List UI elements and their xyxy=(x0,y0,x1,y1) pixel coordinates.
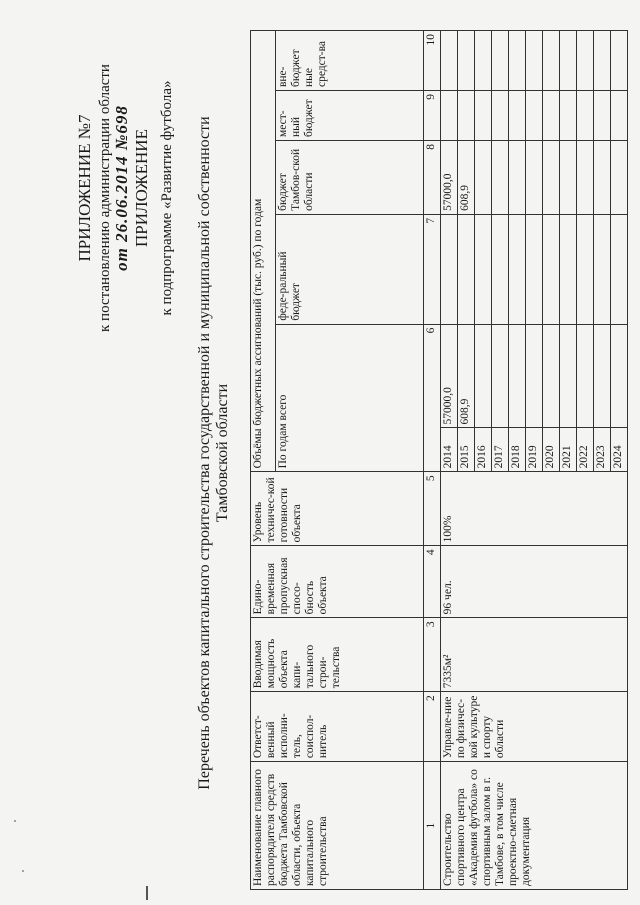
total-cell xyxy=(526,324,543,428)
ext-cell xyxy=(492,31,509,91)
total-cell xyxy=(560,324,577,428)
col-num: 9 xyxy=(424,91,441,141)
ext-cell xyxy=(509,31,526,91)
total-cell xyxy=(492,324,509,428)
reg-cell xyxy=(611,141,628,215)
ext-cell xyxy=(526,31,543,91)
year-cell: 2017 xyxy=(492,428,509,472)
loc-cell xyxy=(458,91,475,141)
reg-cell xyxy=(543,141,560,215)
object-name: Строительство спортивного центра «Академия футбола» со спортивным залом в г. Тамбове, в том числе проектно-сметная документация xyxy=(441,762,628,890)
ext-cell xyxy=(611,31,628,91)
reg-cell: 57000,0 xyxy=(441,141,458,215)
document-title: Перечень объектов капитального строительства государственной и муниципальной собственности Тамбовской области xyxy=(196,116,231,790)
col-num: 1 xyxy=(424,762,441,890)
loc-cell xyxy=(594,91,611,141)
total-cell xyxy=(577,324,594,428)
col-head-6: По годам всего xyxy=(276,324,424,472)
loc-cell xyxy=(441,91,458,141)
year-cell: 2016 xyxy=(475,428,492,472)
ext-cell xyxy=(458,31,475,91)
ext-cell xyxy=(560,31,577,91)
col-num: 3 xyxy=(424,618,441,692)
loc-cell xyxy=(509,91,526,141)
ext-cell xyxy=(475,31,492,91)
decree-reference: к постановлению администрации области xyxy=(97,64,113,332)
total-cell xyxy=(543,324,560,428)
ext-cell xyxy=(543,31,560,91)
header-row xyxy=(251,31,276,890)
fed-cell xyxy=(526,214,543,324)
reg-cell: 608,9 xyxy=(458,141,475,215)
reg-cell xyxy=(577,141,594,215)
col-num: 4 xyxy=(424,546,441,618)
fed-cell xyxy=(509,214,526,324)
throughput: 96 чел. xyxy=(441,546,628,618)
col-num: 8 xyxy=(424,141,441,215)
fed-cell xyxy=(458,214,475,324)
ext-cell xyxy=(577,31,594,91)
scan-speck xyxy=(22,870,24,872)
total-cell xyxy=(475,324,492,428)
ext-cell xyxy=(441,31,458,91)
fed-cell xyxy=(611,214,628,324)
fed-cell xyxy=(492,214,509,324)
reg-cell xyxy=(560,141,577,215)
year-cell: 2015 xyxy=(458,428,475,472)
col-num: 2 xyxy=(424,692,441,762)
executor: Управле-ние по физичес-кой культуре и спорту области xyxy=(441,692,628,762)
reg-cell xyxy=(492,141,509,215)
fed-cell xyxy=(475,214,492,324)
loc-cell xyxy=(560,91,577,141)
col-head-3: Вводимая мощность объекта капи-тального строи-тельства xyxy=(251,618,424,692)
col-head-volume: Объёмы бюджетных ассигнований (тыс. руб.) по годам xyxy=(251,31,276,472)
reg-cell xyxy=(526,141,543,215)
year-cell: 2020 xyxy=(543,428,560,472)
total-cell xyxy=(509,324,526,428)
col-head-4: Едино-временная пропускная спосо-бность объекта xyxy=(251,546,424,618)
column-numbers-row xyxy=(424,31,441,890)
reg-cell xyxy=(475,141,492,215)
col-head-7: феде-ральный бюджет xyxy=(276,214,424,324)
capacity: 7335м² xyxy=(441,618,628,692)
appendix-number: ПРИЛОЖЕНИЕ №7 xyxy=(75,114,94,262)
loc-cell xyxy=(475,91,492,141)
loc-cell xyxy=(492,91,509,141)
reg-cell xyxy=(594,141,611,215)
col-head-8: бюджет Тамбов-ской области xyxy=(276,141,424,215)
scan-speck xyxy=(14,820,16,822)
col-head-9: мест-ный бюджет xyxy=(276,91,424,141)
col-num: 10 xyxy=(424,31,441,91)
year-cell: 2024 xyxy=(611,428,628,472)
col-num: 5 xyxy=(424,472,441,546)
loc-cell xyxy=(543,91,560,141)
year-cell: 2019 xyxy=(526,428,543,472)
col-head-2: Ответст-венный исполни-тель, соиспол-нитель xyxy=(251,692,424,762)
construction-table xyxy=(250,30,628,890)
col-head-10: вне-бюджет ные средст-ва xyxy=(276,31,424,91)
loc-cell xyxy=(577,91,594,141)
loc-cell xyxy=(611,91,628,141)
total-cell xyxy=(611,324,628,428)
ext-cell xyxy=(594,31,611,91)
col-head-1: Наименование главного распорядителя средств бюджета Тамбовской области, объекта капитального строительства xyxy=(251,762,424,890)
scan-mark xyxy=(146,886,148,900)
fed-cell xyxy=(441,214,458,324)
fed-cell xyxy=(577,214,594,324)
total-cell: 57000,0 xyxy=(441,324,458,428)
fed-cell xyxy=(594,214,611,324)
handwritten-date: от 26.06.2014 №698 xyxy=(112,105,131,271)
col-num: 7 xyxy=(424,214,441,324)
total-cell xyxy=(594,324,611,428)
col-num: 6 xyxy=(424,324,441,472)
year-cell: 2018 xyxy=(509,428,526,472)
fed-cell xyxy=(543,214,560,324)
readiness: 100% xyxy=(441,472,628,546)
year-cell: 2022 xyxy=(577,428,594,472)
table-row xyxy=(441,31,458,890)
subprogram-reference: к подпрограмме «Развитие футбола» xyxy=(159,80,175,316)
year-cell: 2023 xyxy=(594,428,611,472)
year-cell: 2014 xyxy=(441,428,458,472)
document-sheet xyxy=(38,8,624,898)
year-cell: 2021 xyxy=(560,428,577,472)
reg-cell xyxy=(509,141,526,215)
col-head-5: Уровень техничес-кой готовности объекта xyxy=(251,472,424,546)
total-cell: 608,9 xyxy=(458,324,475,428)
loc-cell xyxy=(526,91,543,141)
fed-cell xyxy=(560,214,577,324)
appendix-label: ПРИЛОЖЕНИЕ xyxy=(132,129,151,247)
